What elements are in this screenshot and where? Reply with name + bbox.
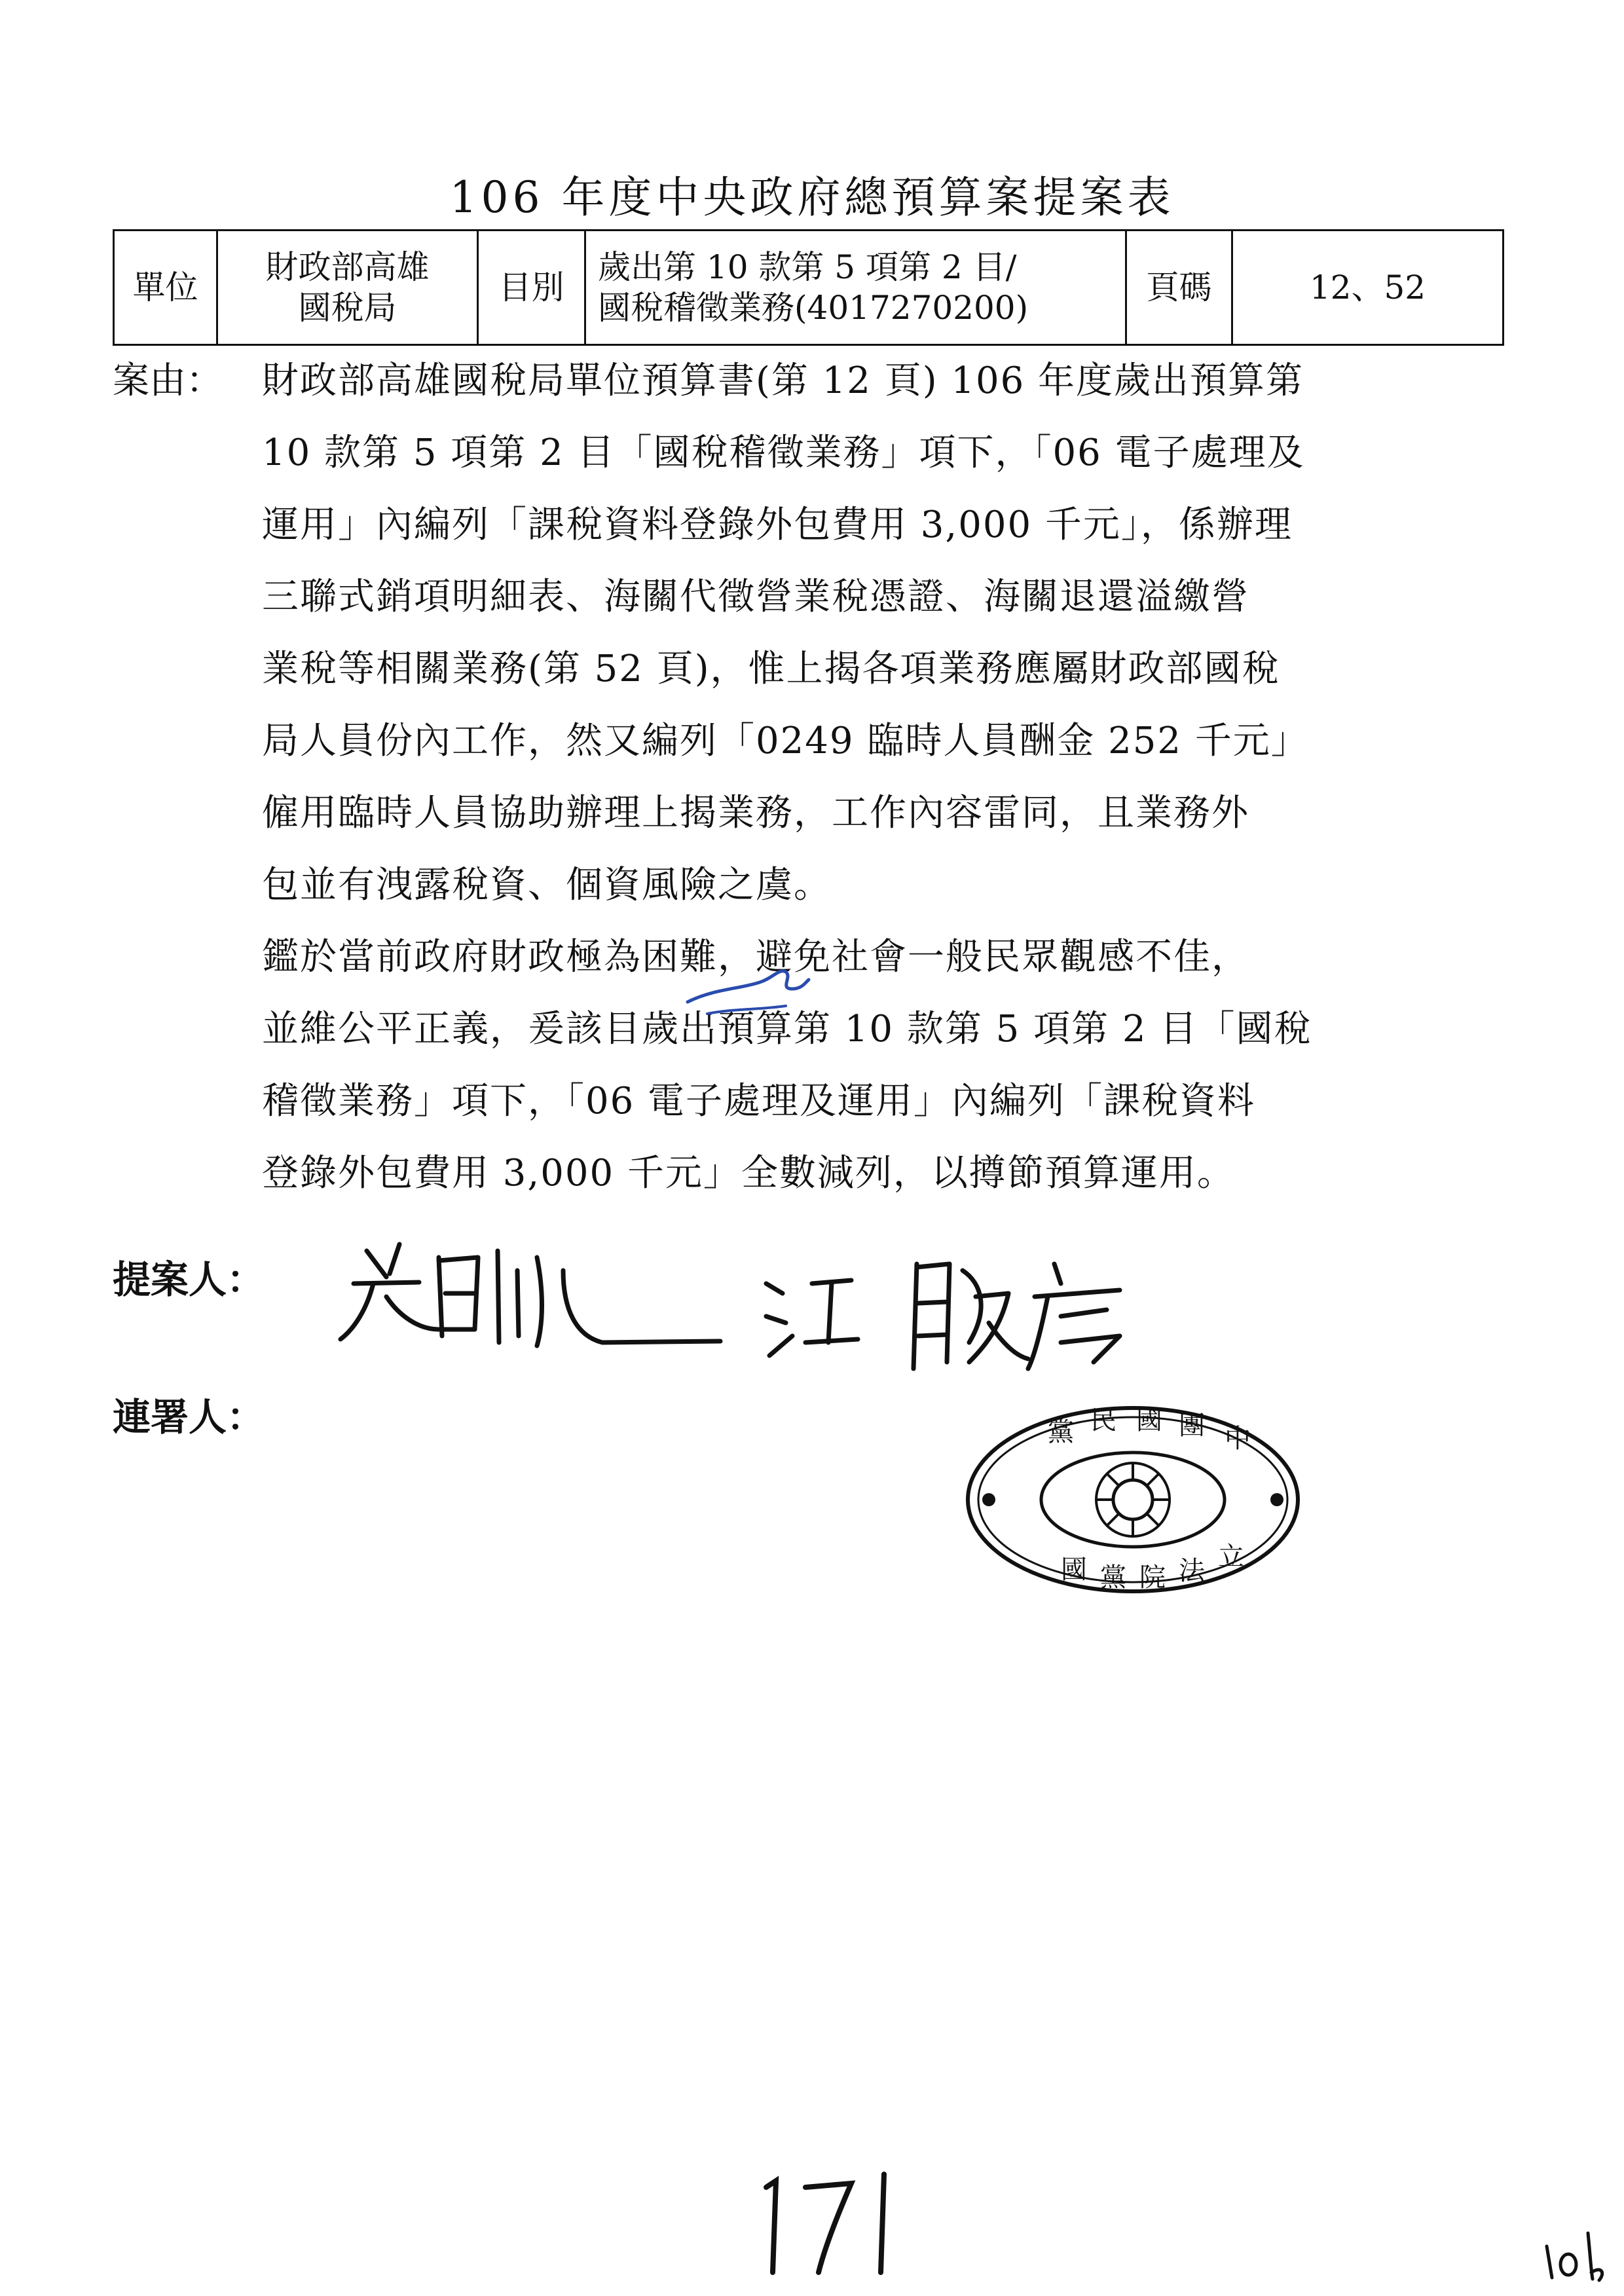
reason-line: 包並有洩露稅資、個資風險之虞。 xyxy=(262,864,832,906)
reason-label: 案由： xyxy=(113,360,223,402)
svg-text:團: 團 xyxy=(1179,1411,1205,1441)
svg-text:中: 中 xyxy=(1225,1424,1251,1454)
reason-line: 局人員份內工作，然又編列「0249 臨時人員酬金 252 千元」 xyxy=(262,720,1309,762)
reason-line: 三聯式銷項明細表、海關代徵營業稅憑證、海關退還溢繳營 xyxy=(262,576,1249,618)
page-title: 106 年度中央政府總預算案提案表 xyxy=(449,172,1175,223)
reason-line: 稽徵業務」項下，「06 電子處理及運用」內編列「課稅資料 xyxy=(262,1080,1256,1122)
unit-value-line2: 國稅局 xyxy=(298,289,397,327)
official-seal xyxy=(963,1401,1303,1598)
item-value xyxy=(585,231,1126,345)
svg-text:國: 國 xyxy=(1061,1555,1087,1585)
signature-2 xyxy=(753,1244,1159,1375)
reason-line: 並維公平正義，爰該目歲出預算第 10 款第 5 項第 2 目「國稅 xyxy=(262,1008,1312,1050)
svg-text:民: 民 xyxy=(1090,1405,1116,1435)
handwritten-page-number xyxy=(753,2161,923,2279)
reason-line: 僱用臨時人員協助辦理上揭業務，工作內容雷同，且業務外 xyxy=(262,792,1249,834)
unit-value-line1: 財政部高雄 xyxy=(265,248,430,286)
svg-text:國: 國 xyxy=(1136,1405,1162,1435)
page-value: 12、52 xyxy=(1232,231,1504,345)
cosigner-label: 連署人： xyxy=(113,1395,265,1439)
proposer-label: 提案人： xyxy=(113,1257,265,1302)
unit-label: 單位 xyxy=(114,231,217,345)
svg-text:黨: 黨 xyxy=(1048,1417,1074,1447)
reason-line: 10 款第 5 項第 2 目「國稅稽徵業務」項下，「06 電子處理及 xyxy=(262,432,1305,474)
item-value-line1: 歲出第 10 款第 5 項第 2 目/ xyxy=(598,248,1017,286)
svg-text:法: 法 xyxy=(1179,1556,1205,1586)
item-label: 目別 xyxy=(478,231,585,345)
header-table xyxy=(113,229,1504,346)
svg-text:院: 院 xyxy=(1139,1563,1166,1593)
unit-value xyxy=(217,231,478,345)
signature-1 xyxy=(327,1231,733,1362)
svg-text:黨: 黨 xyxy=(1100,1563,1126,1593)
edit-mark-icon xyxy=(681,963,812,1022)
svg-text:立: 立 xyxy=(1218,1542,1244,1572)
page-label: 頁碼 xyxy=(1126,231,1232,345)
reason-line: 運用」內編列「課稅資料登錄外包費用 3,000 千元」，係辦理 xyxy=(262,504,1293,546)
handwritten-corner-number xyxy=(1539,2227,1611,2286)
reason-line: 登錄外包費用 3,000 千元」全數減列，以撙節預算運用。 xyxy=(262,1152,1235,1194)
reason-line: 鑑於當前政府財政極為困難，避免社會一般民眾觀感不佳， xyxy=(262,936,1249,978)
item-value-line2: 國稅稽徵業務(4017270200) xyxy=(598,289,1029,327)
reason-line: 業稅等相關業務(第 52 頁)，惟上揭各項業務應屬財政部國稅 xyxy=(262,648,1280,690)
reason-line: 財政部高雄國稅局單位預算書(第 12 頁) 106 年度歲出預算第 xyxy=(262,360,1304,402)
